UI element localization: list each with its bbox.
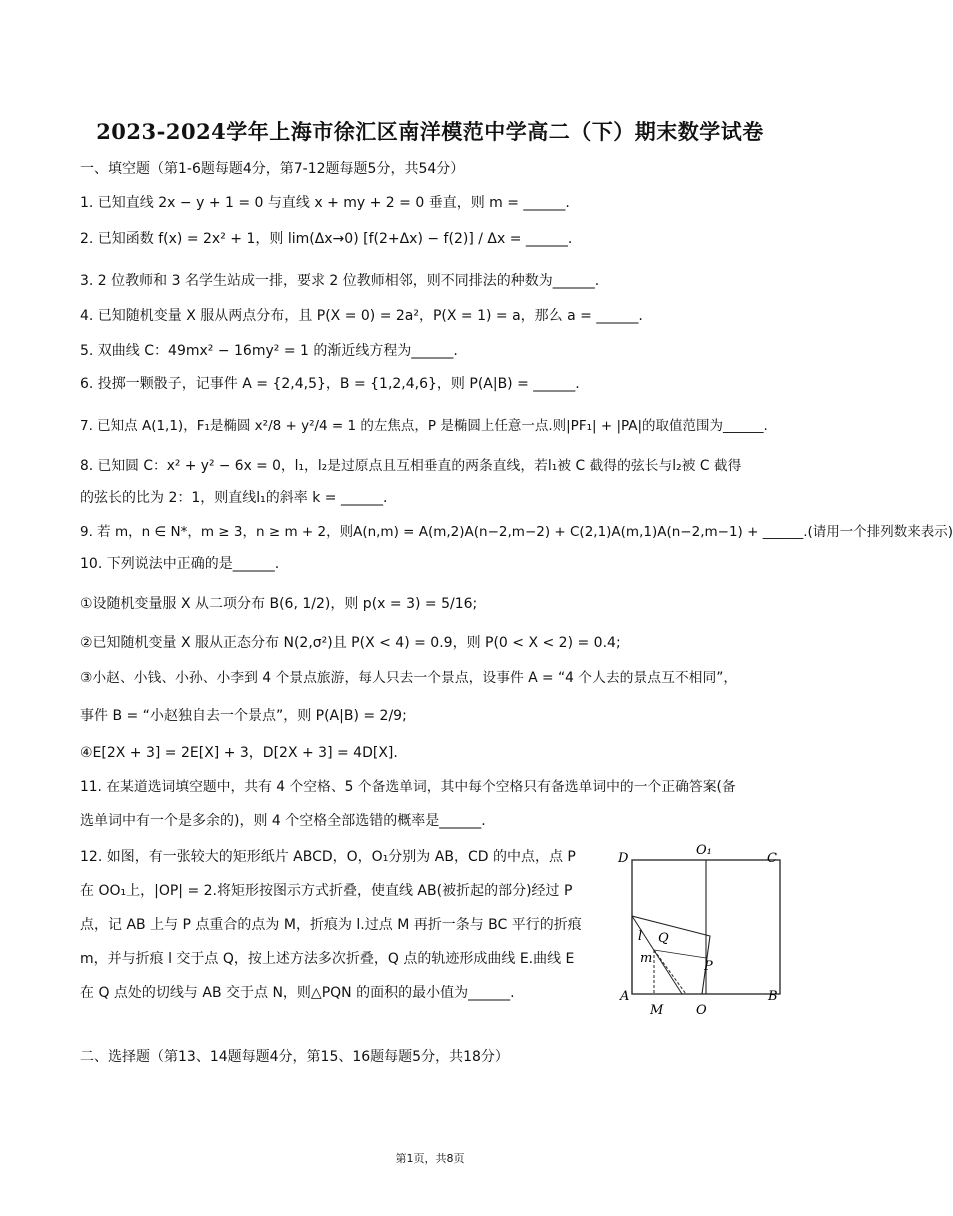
label-m: m — [640, 951, 653, 966]
question-10-option-4: ④E[2X + 3] = 2E[X] + 3，D[2X + 3] = 4D[X]. — [80, 745, 398, 761]
question-3: 3. 2 位教师和 3 名学生站成一排，要求 2 位教师相邻，则不同排法的种数为______. — [80, 273, 600, 289]
page-title: 2023-2024学年上海市徐汇区南洋模范中学高二（下）期末数学试卷 — [96, 119, 764, 144]
label-b: B — [768, 989, 778, 1004]
question-8-line-1: 8. 已知圆 C：x² + y² − 6x = 0，l₁，l₂是过原点且互相垂直的两条直线，若l₁被 C 截得的弦长与l₂被 C 截得 — [80, 458, 742, 474]
label-o: O — [696, 1003, 707, 1018]
section-heading-fill-in: 一、填空题（第1-6题每题4分，第7-12题每题5分，共54分） — [80, 161, 465, 177]
question-12-line-2: 在 OO₁上，|OP| = 2.将矩形按图示方式折叠，使直线 AB(被折起的部分)经过 P — [80, 883, 573, 899]
question-5: 5. 双曲线 C：49mx² − 16my² = 1 的渐近线方程为______. — [80, 343, 458, 359]
section-heading-multiple-choice: 二、选择题（第13、14题每题4分，第15、16题每题5分，共18分） — [80, 1049, 509, 1065]
question-2: 2. 已知函数 f(x) = 2x² + 1，则 lim(Δx→0) [f(2+Δx) − f(2)] / Δx = ______. — [80, 231, 573, 247]
question-7: 7. 已知点 A(1,1)，F₁是椭圆 x²/8 + y²/4 = 1 的左焦点，P 是椭圆上任意一点.则|PF₁| + |PA|的取值范围为______. — [80, 418, 768, 434]
question-10-option-3-line-2: 事件 B = “小赵独自去一个景点”，则 P(A|B) = 2/9; — [80, 708, 407, 724]
label-p: P — [704, 959, 713, 974]
folded-rectangle-figure — [612, 842, 788, 1022]
question-8-line-2: 的弦长的比为 2：1，则直线l₁的斜率 k = ______. — [80, 490, 388, 506]
question-10-option-3-line-1: ③小赵、小钱、小孙、小李到 4 个景点旅游，每人只去一个景点，设事件 A = “4 个人去的景点互不相同”， — [80, 670, 738, 686]
label-m-point: M — [650, 1003, 664, 1018]
question-9: 9. 若 m，n ∈ N*，m ≥ 3，n ≥ m + 2，则A(n,m) = A(m,2)A(n−2,m−2) + C(2,1)A(m,1)A(n−2,m−1) + ______.(请用一个排列数来表示) — [80, 524, 953, 540]
label-c: C — [767, 851, 777, 866]
label-o1: O₁ — [696, 843, 712, 858]
label-a: A — [620, 989, 630, 1004]
question-10: 10. 下列说法中正确的是______. — [80, 556, 280, 572]
question-10-option-2: ②已知随机变量 X 服从正态分布 N(2,σ²)且 P(X < 4) = 0.9，则 P(0 < X < 2) = 0.4; — [80, 635, 621, 651]
question-6: 6. 投掷一颗骰子，记事件 A = {2,4,5}，B = {1,2,4,6}，则 P(A|B) = ______. — [80, 376, 580, 392]
label-q: Q — [658, 931, 669, 946]
question-10-option-1: ①设随机变量服 X 从二项分布 B(6, 1/2)，则 p(x = 3) = 5/16; — [80, 596, 478, 612]
question-11-line-2: 选单词中有一个是多余的)，则 4 个空格全部选错的概率是______. — [80, 813, 486, 829]
page-footer: 第1页，共8页 — [395, 1152, 465, 1165]
question-12-line-4: m，并与折痕 l 交于点 Q，按上述方法多次折叠，Q 点的轨迹形成曲线 E.曲线 E — [80, 951, 575, 967]
question-1: 1. 已知直线 2x − y + 1 = 0 与直线 x + my + 2 = 0 垂直，则 m = ______. — [80, 195, 570, 211]
question-12-line-1: 12. 如图，有一张较大的矩形纸片 ABCD，O，O₁分别为 AB，CD 的中点，点 P — [80, 849, 576, 865]
question-11-line-1: 11. 在某道选词填空题中，共有 4 个空格、5 个备选单词，其中每个空格只有备选单词中的一个正确答案(备 — [80, 779, 736, 795]
question-4: 4. 已知随机变量 X 服从两点分布，且 P(X = 0) = 2a²，P(X = 1) = a，那么 a = ______. — [80, 308, 643, 324]
label-l: l — [638, 929, 643, 944]
segment-pq — [654, 950, 706, 958]
label-d: D — [618, 851, 629, 866]
question-12-line-3: 点，记 AB 上与 P 点重合的点为 M，折痕为 l.过点 M 再折一条与 BC 平行的折痕 — [80, 917, 582, 933]
question-12-line-5: 在 Q 点处的切线与 AB 交于点 N，则△PQN 的面积的最小值为______. — [80, 985, 515, 1001]
tangent-line — [654, 950, 686, 994]
